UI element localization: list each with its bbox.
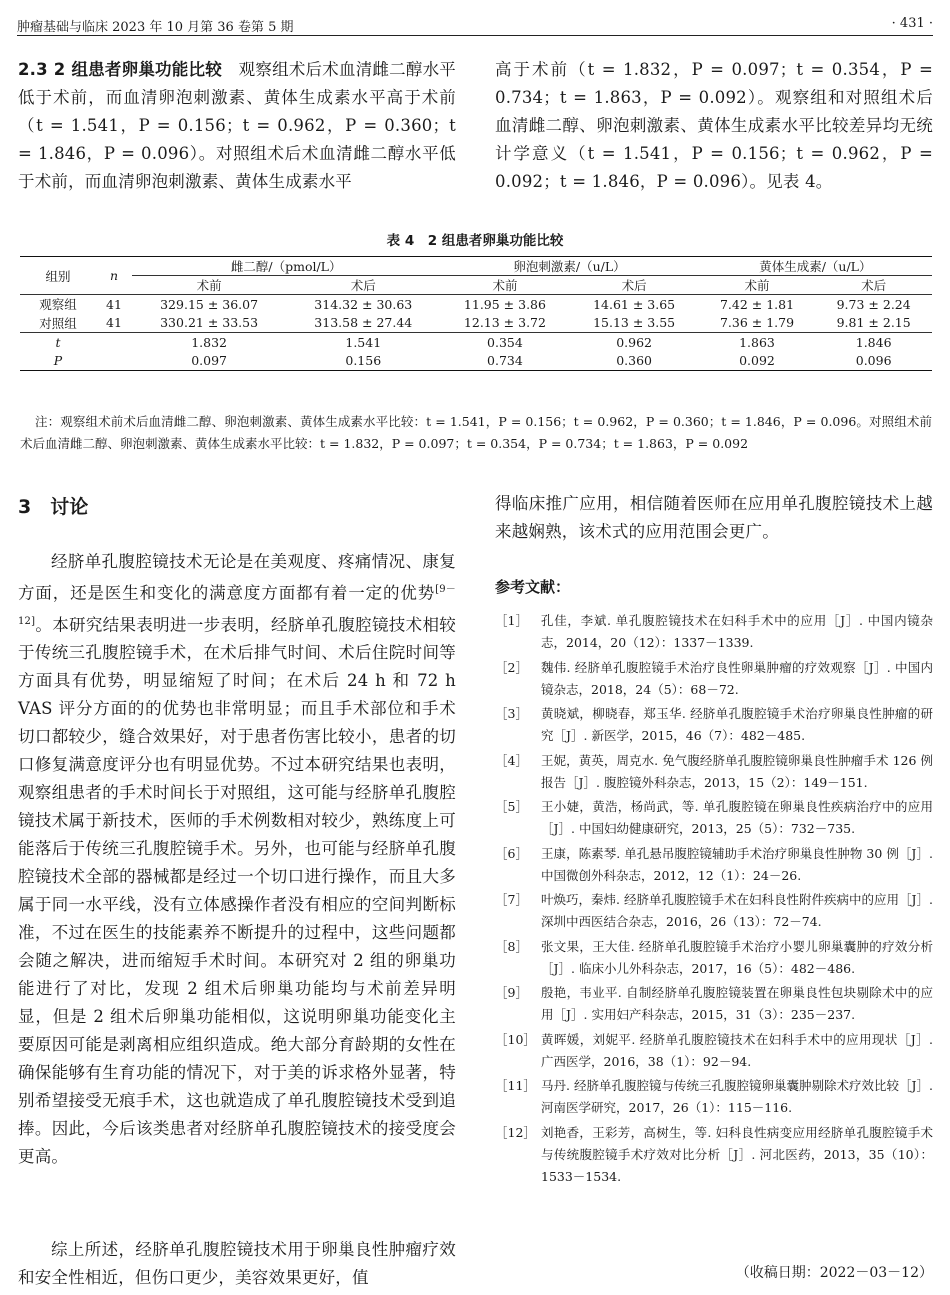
- table-cell: 1.846: [815, 333, 932, 352]
- discussion-text: 。本研究结果表明进一步表明，经脐单孔腹腔镜技术相较于传统三孔腹腔镜手术，在术后排气时间、术后住院时间等方面具有优势，明显缩短了时间；在术后 24 h 和 72 h VAS 评分方面的的优势也非常明显；而且手术部位和手术切口都较少，缝合效果好，对于患者伤害比较小，患者的切口修复满意度评分也有明显优势。不过本研究结果也表明，观察组患者的手术时间长于对照组，这可能与经脐单孔腹腔镜技术属于新技术，医师的手术例数相对较少，熟练度上可能落后于传统三孔腹腔镜手术。另外，也可能与经脐单孔腹腔镜技术全部的器械都是经过一个切口进行操作，而且大多属于同一水平线，没有立体感操作者没有相应的空间判断标准，不过在医生的技能素养不断提升的过程中，这些问题都会随之解决，进而缩短手术时间。本研究对 2 组的卵巢功能进行了对比，发现 2 组术后卵巢功能均与术前差异明显，但是 2 组术后卵巢功能相似，这说明卵巢功能变化主要原因可能是剥离相应组织造成。绝大部分育龄期的女性在确保能够有生育功能的情况下，对于美的诉求格外显著，特别希望接受无痕手术，这也就造成了单孔腹腔镜技术受到追捧。因此，今后该类患者对经脐单孔腹腔镜技术的接受度会更高。: [18, 615, 456, 1166]
- reference-text: 殷艳，韦业平. 自制经脐单孔腹腔镜装置在卵巢良性包块剔除术中的应用［J］. 实用妇产科杂志，2015，31（3）：235－237.: [541, 985, 933, 1022]
- col-header-estradiol: 雌二醇/（pmol/L）: [132, 257, 440, 276]
- row-label: P: [20, 352, 96, 371]
- table-caption: 表 4 2 组患者卵巢功能比较: [386, 233, 564, 249]
- reference-text: 黄晓斌，柳晓春，郑玉华. 经脐单孔腹腔镜手术治疗卵巢良性肿瘤的研究［J］. 新医学，2015，46（7）：482－485.: [541, 706, 933, 743]
- reference-item: [495, 1029, 933, 1073]
- reference-item: [495, 796, 933, 840]
- reference-item: [495, 610, 933, 654]
- table-row: [20, 314, 932, 333]
- table-cell: 9.81 ± 2.15: [836, 315, 911, 331]
- discussion-paragraph-2-left: 综上所述，经脐单孔腹腔镜技术用于卵巢良性肿瘤疗效和安全性相近，但伤口更少，美容效果更好，值: [18, 1240, 456, 1287]
- reference-number: ［6］: [495, 845, 528, 861]
- col-header-fsh: 卵泡刺激素/（u/L）: [440, 257, 698, 276]
- reference-text: 魏伟. 经脐单孔腹腔镜手术治疗良性卵巢肿瘤的疗效观察［J］. 中国内镜杂志，2018，24（5）：68－72.: [541, 659, 933, 697]
- reference-number: ［11］: [495, 1078, 536, 1093]
- reference-number: ［9］: [495, 985, 528, 1000]
- reference-text: 王康，陈素琴. 单孔悬吊腹腔镜辅助手术治疗卵巢良性肿物 30 例［J］. 中国微创外科杂志，2012，12（1）：24－26.: [541, 845, 933, 883]
- reference-item: [495, 889, 933, 933]
- reference-number: ［10］: [495, 1031, 536, 1047]
- subheader-cell: 术前: [699, 276, 816, 295]
- row-n: [96, 333, 132, 352]
- page-header: [17, 14, 933, 36]
- reference-number: ［2］: [495, 659, 528, 675]
- discussion-heading: 3 讨论: [18, 496, 89, 518]
- table-cell: 7.42 ± 1.81: [719, 296, 795, 312]
- row-n: [96, 352, 132, 371]
- table-cell: 0.354: [440, 333, 569, 352]
- journal-info: 肿瘤基础与临床 2023 年 10 月第 36 卷第 5 期: [17, 20, 294, 35]
- references-list: [495, 610, 933, 1190]
- table-cell: 314.32 ± 30.63: [314, 296, 413, 312]
- subheader-cell: 术前: [132, 276, 286, 295]
- reference-item: [495, 982, 933, 1026]
- section-2-3-heading: 2.3 2 组患者卵巢功能比较: [18, 60, 222, 79]
- reference-item: [495, 1122, 933, 1188]
- col-header-group: 组别: [20, 257, 96, 295]
- table-cell: 1.863: [699, 333, 816, 352]
- reference-number: ［8］: [495, 938, 528, 954]
- table-note: 注：观察组术前术后血清雌二醇、卵泡刺激素、黄体生成素水平比较：t = 1.541，P = 0.156；t = 0.962，P = 0.360；t = 1.846，P = 0.096。对照组术前术后血清雌二醇、卵泡刺激素、黄体生成素水平比较：t = 1.832，P = 0.097；t = 0.354，P = 0.734；t = 1.863，P = 0.092: [20, 414, 932, 451]
- discussion-text: 经脐单孔腹腔镜技术无论是在美观度、疼痛情况、康复方面，还是医生和变化的满意度方面都有着一定的优势: [18, 552, 456, 603]
- reference-text: 马丹. 经脐单孔腹腔镜与传统三孔腹腔镜卵巢囊肿剔除术疗效比较［J］. 河南医学研究，2017，26（1）：115－116.: [541, 1078, 933, 1115]
- reference-text: 孔佳，李斌. 单孔腹腔镜技术在妇科手术中的应用［J］. 中国内镜杂志，2014，20（12）：1337－1339.: [541, 613, 933, 650]
- references-title: 参考文献：: [495, 578, 571, 596]
- reference-item: [495, 657, 933, 701]
- reference-text: 黄晖媛，刘妮平. 经脐单孔腹腔镜技术在妇科手术中的应用现状［J］. 广西医学，2016，38（1）：92－94.: [541, 1031, 933, 1069]
- reference-number: ［3］: [495, 706, 528, 721]
- table-cell: 330.21 ± 33.53: [160, 315, 259, 331]
- table-cell: 1.541: [286, 333, 440, 352]
- subheader-cell: 术后: [286, 276, 440, 295]
- citation: [9－12]: [18, 584, 456, 627]
- discussion-paragraph-1: [18, 548, 456, 1171]
- subheader-cell: 术前: [440, 276, 569, 295]
- reference-item: [495, 750, 933, 794]
- table-cell: 1.832: [132, 333, 286, 352]
- reference-text: 刘艳香，王彩芳，高树生，等. 妇科良性病变应用经脐单孔腹腔镜手术与传统腹腔镜手术疗效对比分析［J］. 河北医药，2013，35（10）：1533－1534.: [541, 1124, 933, 1184]
- table-cell: 0.097: [132, 352, 286, 371]
- reference-item: [495, 843, 933, 887]
- table-row: [20, 352, 932, 371]
- table-cell: 12.13 ± 3.72: [463, 315, 546, 331]
- table-cell: 9.73 ± 2.24: [836, 296, 911, 312]
- section-2-3-left: [18, 56, 456, 196]
- table-row: [20, 295, 932, 314]
- reference-number: ［7］: [495, 892, 528, 907]
- table-cell: 11.95 ± 3.86: [463, 296, 546, 312]
- reference-number: ［5］: [495, 799, 528, 814]
- page-number: · 431 ·: [891, 16, 933, 31]
- row-n: 41: [106, 315, 122, 331]
- row-label: 对照组: [39, 315, 77, 331]
- discussion-paragraph-2-right: 得临床推广应用，相信随着医师在应用单孔腹腔镜技术上越来越娴熟，该术式的应用范围会更广。: [495, 494, 933, 541]
- section-2-3-text-left: 观察组术后术血清雌二醇水平低于术前，而血清卵泡刺激素、黄体生成素水平高于术前（t = 1.541，P = 0.156；t = 0.962，P = 0.360；t = 1.846，P = 0.096）。对照组术后术血清雌二醇水平低于术前，而血清卵泡刺激素、黄体生成素水平: [18, 60, 456, 191]
- table-cell: 0.962: [570, 333, 699, 352]
- received-date: （收稿日期：2022－03－12）: [735, 1265, 933, 1281]
- reference-text: 叶焕巧，秦炜. 经脐单孔腹腔镜手术在妇科良性附件疾病中的应用［J］. 深圳中西医结合杂志，2016，26（13）：72－74.: [541, 892, 933, 929]
- table-cell: 0.734: [440, 352, 569, 371]
- section-2-3-right: 高于术前（t = 1.832，P = 0.097；t = 0.354，P = 0.734；t = 1.863，P = 0.092）。观察组和对照组术后血清雌二醇、卵泡刺激素、黄体生成素水平比较差异均无统计学意义（t = 1.541，P = 0.156；t = 0.962，P = 0.092；t = 1.846，P = 0.096）。见表 4。: [495, 60, 933, 191]
- row-n: 41: [106, 296, 122, 312]
- reference-number: ［12］: [495, 1124, 536, 1140]
- reference-text: 王妮，黄英，周克水. 免气腹经脐单孔腹腔镜卵巢良性肿瘤手术 126 例报告［J］. 腹腔镜外科杂志，2013，15（2）：149－151.: [541, 752, 933, 790]
- table-cell: 329.15 ± 36.07: [160, 296, 259, 312]
- table-cell: 0.096: [815, 352, 932, 371]
- table-cell: 14.61 ± 3.65: [593, 296, 676, 312]
- reference-number: ［1］: [495, 613, 528, 628]
- reference-item: [495, 1075, 933, 1119]
- subheader-cell: 术后: [815, 276, 932, 295]
- table-cell: 15.13 ± 3.55: [593, 315, 676, 331]
- table-cell: 0.092: [699, 352, 816, 371]
- reference-text: 王小婕，黄浩，杨尚武，等. 单孔腹腔镜在卵巢良性疾病治疗中的应用［J］. 中国妇幼健康研究，2013，25（5）：732－735.: [541, 799, 933, 836]
- table-row: [20, 333, 932, 352]
- reference-number: ［4］: [495, 752, 528, 768]
- col-header-lh: 黄体生成素/（u/L）: [699, 257, 932, 276]
- table-cell: 0.360: [570, 352, 699, 371]
- reference-item: [495, 936, 933, 980]
- row-label: t: [20, 333, 96, 352]
- table-cell: 313.58 ± 27.44: [314, 315, 413, 331]
- table-4: [20, 256, 932, 371]
- table-cell: 0.156: [286, 352, 440, 371]
- col-header-n: n: [96, 257, 132, 295]
- table-cell: 7.36 ± 1.79: [719, 315, 795, 331]
- reference-text: 张文果，王大佳. 经脐单孔腹腔镜手术治疗小婴儿卵巢囊肿的疗效分析［J］. 临床小儿外科杂志，2017，16（5）：482－486.: [541, 938, 933, 976]
- subheader-cell: 术后: [570, 276, 699, 295]
- row-label: 观察组: [39, 297, 77, 313]
- reference-item: [495, 703, 933, 747]
